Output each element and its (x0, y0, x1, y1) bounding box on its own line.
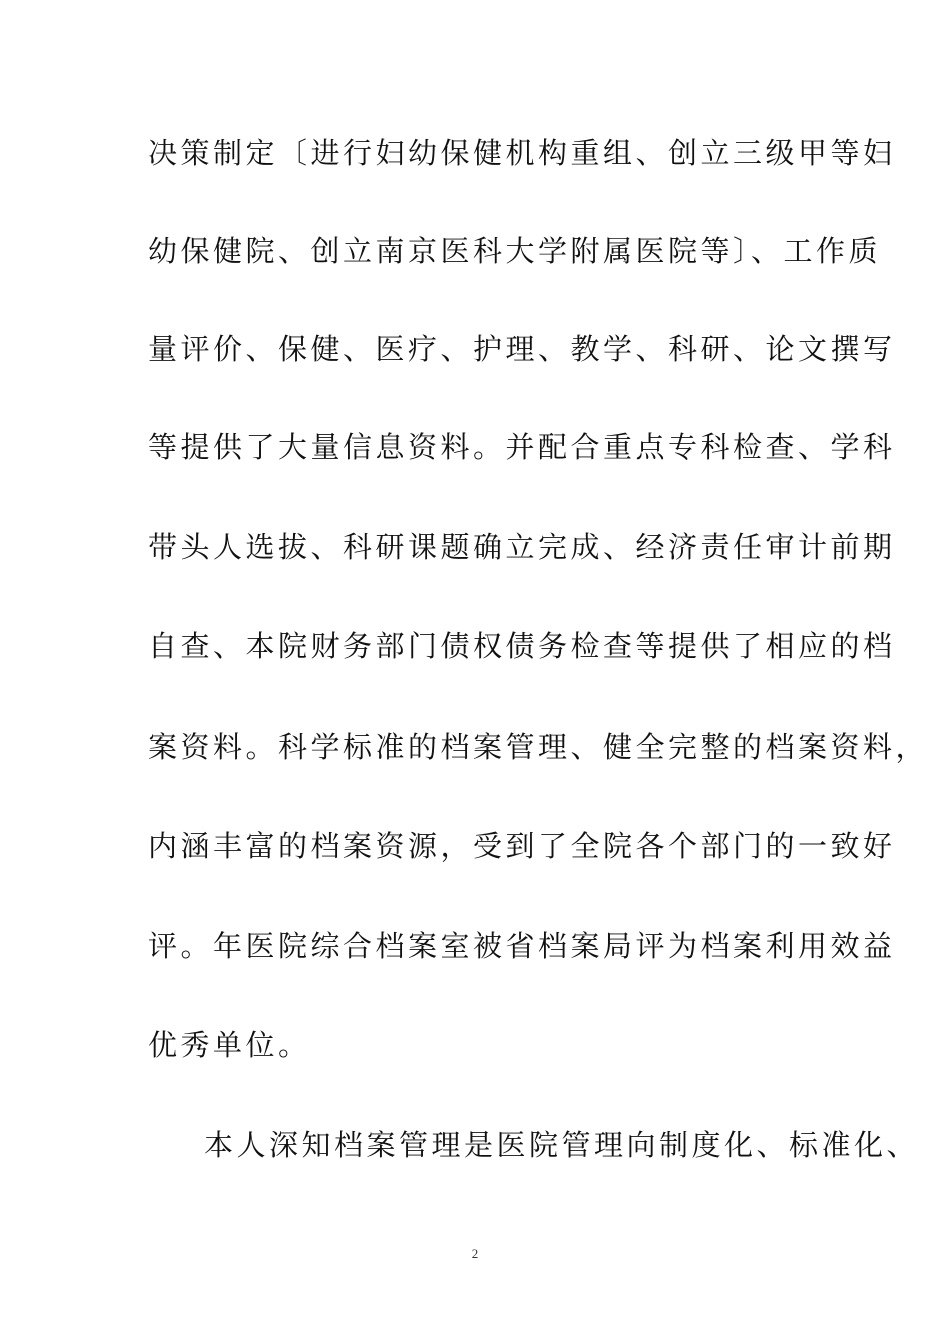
paragraph-line: 决策制定〔进行妇幼保健机构重组、创立三级甲等妇 (148, 136, 896, 170)
paragraph-line: 等提供了大量信息资料。并配合重点专科检查、学科 (148, 430, 896, 464)
paragraph-line: 幼保健院、创立南京医科大学附属医院等〕、工作质 (148, 234, 882, 268)
page-number: 2 (471, 1246, 479, 1261)
paragraph-line: 优秀单位。 (148, 1028, 311, 1062)
paragraph-line: 内涵丰富的档案资源，受到了全院各个部门的一致好 (148, 829, 896, 863)
paragraph-line: 带头人选拔、科研课题确立完成、经济责任审计前期 (148, 530, 896, 564)
paragraph-line: 评。年医院综合档案室被省档案局评为档案利用效益 (148, 929, 896, 963)
paragraph-line: 案资料。科学标准的档案管理、健全完整的档案资料， (148, 730, 929, 764)
paragraph-line: 自查、本院财务部门债权债务检查等提供了相应的档 (148, 629, 896, 663)
paragraph-line: 量评价、保健、医疗、护理、教学、科研、论文撰写 (148, 332, 896, 366)
paragraph-line-indented: 本人深知档案管理是医院管理向制度化、标准化、 (204, 1128, 920, 1162)
